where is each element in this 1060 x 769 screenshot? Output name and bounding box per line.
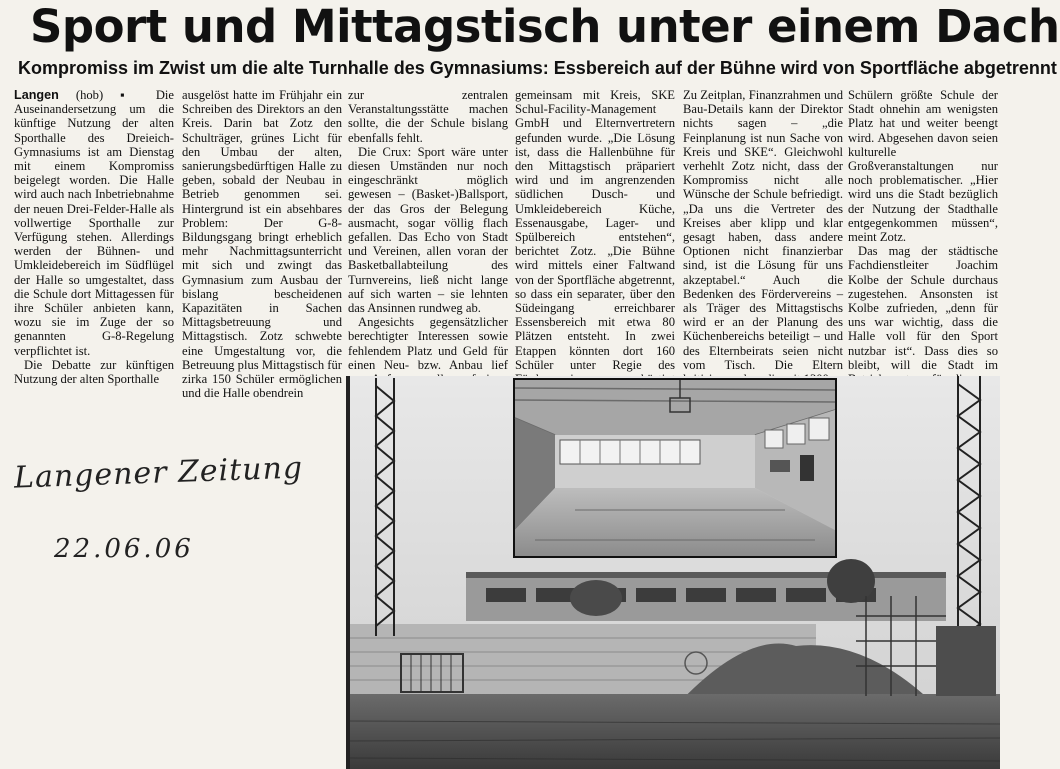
handwritten-source-note: Langener Zeitung (13, 450, 304, 496)
column-4-paragraph-1: gemeinsam mit Kreis, SKE Schul-Facility-Management GmbH und Elternvertretern gefunden wurde. „Die Lösung ist, dass die Hallenbühne für den Mittagstisch präpariert wird und im angrenzenden südlichen Dusch- und Umkleidebereich Küche, Essenausgabe, Lager- und Spülbereich entstehen“, berichtet Zotz. „Die Bühne wird mittels einer Faltwand von der Sportfläche abgetrennt, so dass ein separater, über den Südeingang erreichbarer Essensbereich mit etwa 80 Plätzen entsteht. In zwei Etappen könnten dort 160 Schüler unter Regie des (515, 88, 675, 372)
column-1-text-1: Die Auseinandersetzung um die künftige Nutzung der alten Sporthalle des Dreieich-Gymnasiums ist am Dienstag mit einem Kompromiss beigelegt worden. Die Halle wird auch nach Inbetriebnahme der neuen Drei-Felder-Halle als vollwertige Sporthalle zur Verfügung stehen. Allerdings werden der Bühnen- und Umkleidebereich im Südflügel der Halle so umgestaltet, dass die Schule dort Mittagessen für ihre Schüler anbieten kann, wozu sie im Zuge der so genannten G-8-Regelung verpflichtet ist. (14, 88, 174, 358)
column-6-paragraph-1: Schülern größte Schule der Stadt ohnehin am wenigsten Platz hat und weiter beengt wird. Abgesehen davon seien kulturelle Großveranstaltungen nur noch problematischer. „Hier wird uns die Stadt bezüglich der Nutzung der Stadthalle entgegenkommen müssen“, meint Zotz. (848, 88, 998, 245)
column-1-paragraph-2: Die Debatte zur künftigen Nutzung der alten Sporthalle (14, 357, 174, 387)
author-tag: (hob) (75, 88, 104, 102)
column-3-paragraph-2: Die Crux: Sport wäre unter diesen Umständen nur noch eingeschränkt möglich gewesen – (Basket-)Ballsport, der das Gros der Belegung ausmacht, sogar völlig flach gefallen. Das Echo von Stadt und Vereinen, allen voran der Basketballabteilung des Turnvereins, ließ nicht lange auf sich warten – sie lehnten das Ansinnen rundweg ab. (348, 144, 508, 316)
column-5-paragraph-1: Zu Zeitplan, Finanzrahmen und Bau-Details kann der Direktor nichts sagen – „die Feinplanung ist nun Sache von Kreis und SKE“. Gleichwohl verhehlt Zotz nicht, dass der Kompromiss nicht alle Wünsche der Schule befriedigt. „Da uns die Vertreter des Kreises aber klipp und klar gesagt haben, dass andere Optionen nicht finanzierbar sind, ist die Lösung für uns akzeptabel.“ Auch die Bedenken des Fördervereins – als Träger des Mittagstischs wird er an der Planung des Küchenbereichs beteiligt – und des Elternbeirats seien nicht vom Tisch. Die Eltern (683, 88, 843, 372)
column-1-paragraph-1: Langen (hob) ▪ Die Auseinandersetzung um die künftige Nutzung der alten Sporthalle des Dreieich-Gymnasiums ist am Dienstag mit einem Kompromiss beigelegt worden. Die Halle wird auch nach Inbetriebnahme der neuen Drei-Felder-Halle als vollwertige Sporthalle zur Verfügung stehen. Allerdings werden der Bühnen- und Umkleidebereich im Südflügel der Halle so umgestaltet, dass die Schule dort Mittagessen für ihre Schüler anbieten kann, wozu sie im Zuge der so genannten G-8-Regelung verpflichtet ist. (14, 88, 174, 358)
headline: Sport und Mittagstisch unter einem Dach (30, 0, 1060, 53)
article-column-2 (182, 88, 342, 401)
article-column-1 (14, 88, 174, 387)
column-3-paragraph-3: Angesichts gegensätzlicher berechtigter Interessen sowie fehlendem Platz und Geld für einen Neu- bzw. Anbau lief (348, 315, 508, 372)
subheadline: Kompromiss im Zwist um die alte Turnhalle des Gymnasiums: Essbereich auf der Bühne wird von Sportfläche abgetrennt (18, 58, 1057, 78)
column-6-paragraph-2: Das mag der städtische Fachdienstleiter Joachim Kolbe der Schule durchaus zugestehen. Ansonsten ist Kolbe zufrieden, „denn für uns war wichtig, dass die Halle voll für den Sport nutzbar ist“. Dass dies so bleibt, will die Stadt im (848, 244, 998, 372)
dateline: Langen (14, 88, 59, 102)
column-3-paragraph-1: zur zentralen Veranstaltungsstätte machen sollte, die der Schule bislang ebenfalls fehlt. (348, 88, 508, 145)
article-column-4 (515, 88, 675, 370)
article-column-6 (848, 88, 998, 370)
handwritten-date-note: 22.06.06 (54, 534, 194, 564)
column-2-paragraph-1: ausgelöst hatte im Frühjahr ein Schreiben des Direktors an den Kreis. Darin bat Zotz den Schulträger, grünes Licht für den Umbau der alten, sanierungsbedürftigen Halle zu geben, sobald der Neubau in Betrieb genommen sei. Hintergrund ist ein absehbares Problem: Der G-8-Bildungsgang bringt erheblich mehr Nachmittagsunterricht mit sich und zwingt das Gymnasium zum Ausbau der bislang bescheidenen Kapazitäten in Sachen Mittagsbetreuung und Mittagstisch. Zotz schwebte eine Umgestaltung vor, die Betreuung plus Mittagstisch für zirka 150 Schüler ermöglichen und die Halle obendrein (182, 88, 342, 401)
article-column-5 (683, 88, 843, 370)
article-column-3 (348, 88, 508, 370)
gym-interior-illustration (515, 380, 835, 556)
gym-interior-photo (513, 378, 837, 558)
